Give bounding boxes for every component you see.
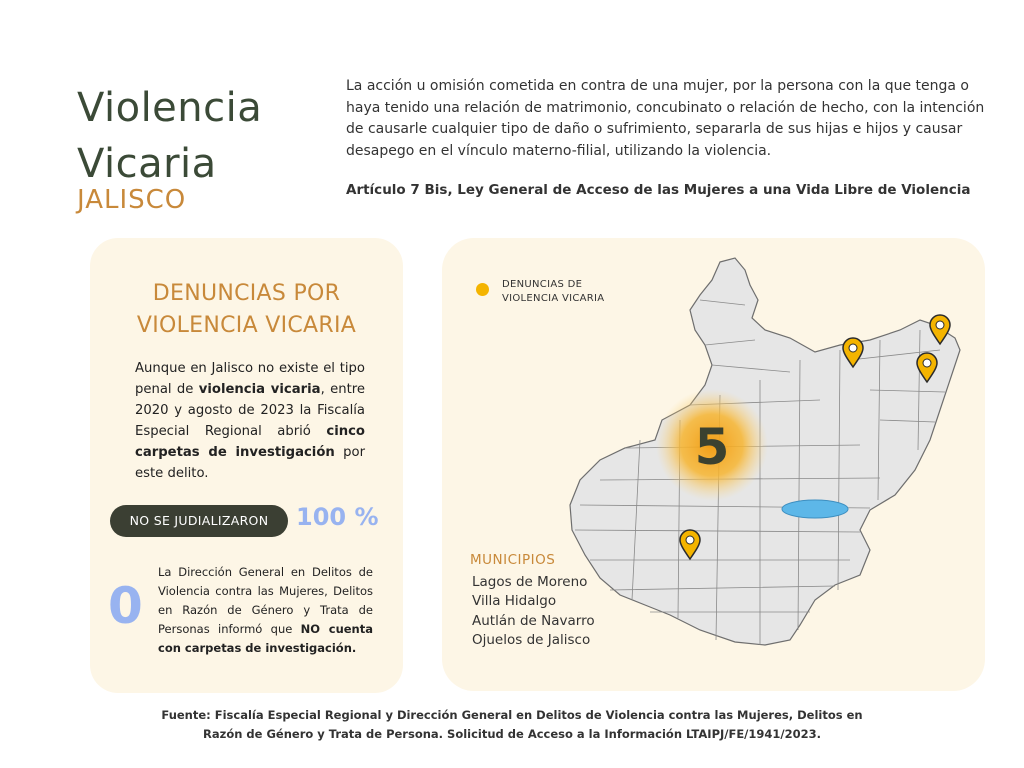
source-line: Fuente: Fiscalía Especial Regional y Dirección General en Delitos de Violencia contra las Mujeres, Delitos en <box>161 708 863 722</box>
page-title: Violencia Vicaria <box>77 85 263 187</box>
not-prosecuted-percent: 100 % <box>296 503 379 531</box>
list-item: Ojuelos de Jalisco <box>472 631 591 648</box>
list-item: Autlán de Navarro <box>472 612 595 629</box>
source-note <box>150 706 874 744</box>
complaints-text: Aunque en Jalisco no existe el tipo penal de violencia vicaria, entre 2020 y agosto de 2023 la Fiscalía Especial Regional abrió cinco carpetas de investigación por este delito. <box>135 361 365 481</box>
complaints-heading: DENUNCIAS POR VIOLENCIA VICARIA <box>136 281 357 338</box>
lake-chapala <box>782 500 848 518</box>
legend-label: DENUNCIAS DE VIOLENCIA VICARIA <box>502 279 605 304</box>
not-prosecuted-badge: NO SE JUDIALIZARON <box>110 505 288 537</box>
list-item: Villa Hidalgo <box>472 593 557 610</box>
legend-dot-icon <box>476 283 489 296</box>
count-number: 5 <box>694 418 730 476</box>
article-reference: Artículo 7 Bis, Ley General de Acceso de las Mujeres a una Vida Libre de Violencia <box>346 182 971 198</box>
direction-note: La Dirección General en Delitos de Violencia contra las Mujeres, Delitos en Razón de Género y Trata de Personas informó que NO cuenta con carpetas de investigación. <box>158 565 373 655</box>
definition-text: La acción u omisión cometida en contra de una mujer, por la persona con la que tenga o haya tenido una relación de matrimonio, concubinato o relación de hecho, con la intención de causarle cualquier tipo de daño o sufrimiento, separarla de sus hijas e hijos y causar desapego en el vínculo materno-filial, utilizando la violencia. <box>346 78 985 159</box>
municipalities-title: MUNICIPIOS <box>470 552 556 568</box>
zero-count: 0 <box>108 577 143 635</box>
list-item: Lagos de Moreno <box>472 574 588 590</box>
municipalities-list <box>472 573 595 650</box>
page-subtitle: JALISCO <box>77 185 187 215</box>
source-line: Razón de Género y Trata de Persona. Solicitud de Acceso a la Información LTAIPJ/FE/1941/2023. <box>203 727 821 741</box>
